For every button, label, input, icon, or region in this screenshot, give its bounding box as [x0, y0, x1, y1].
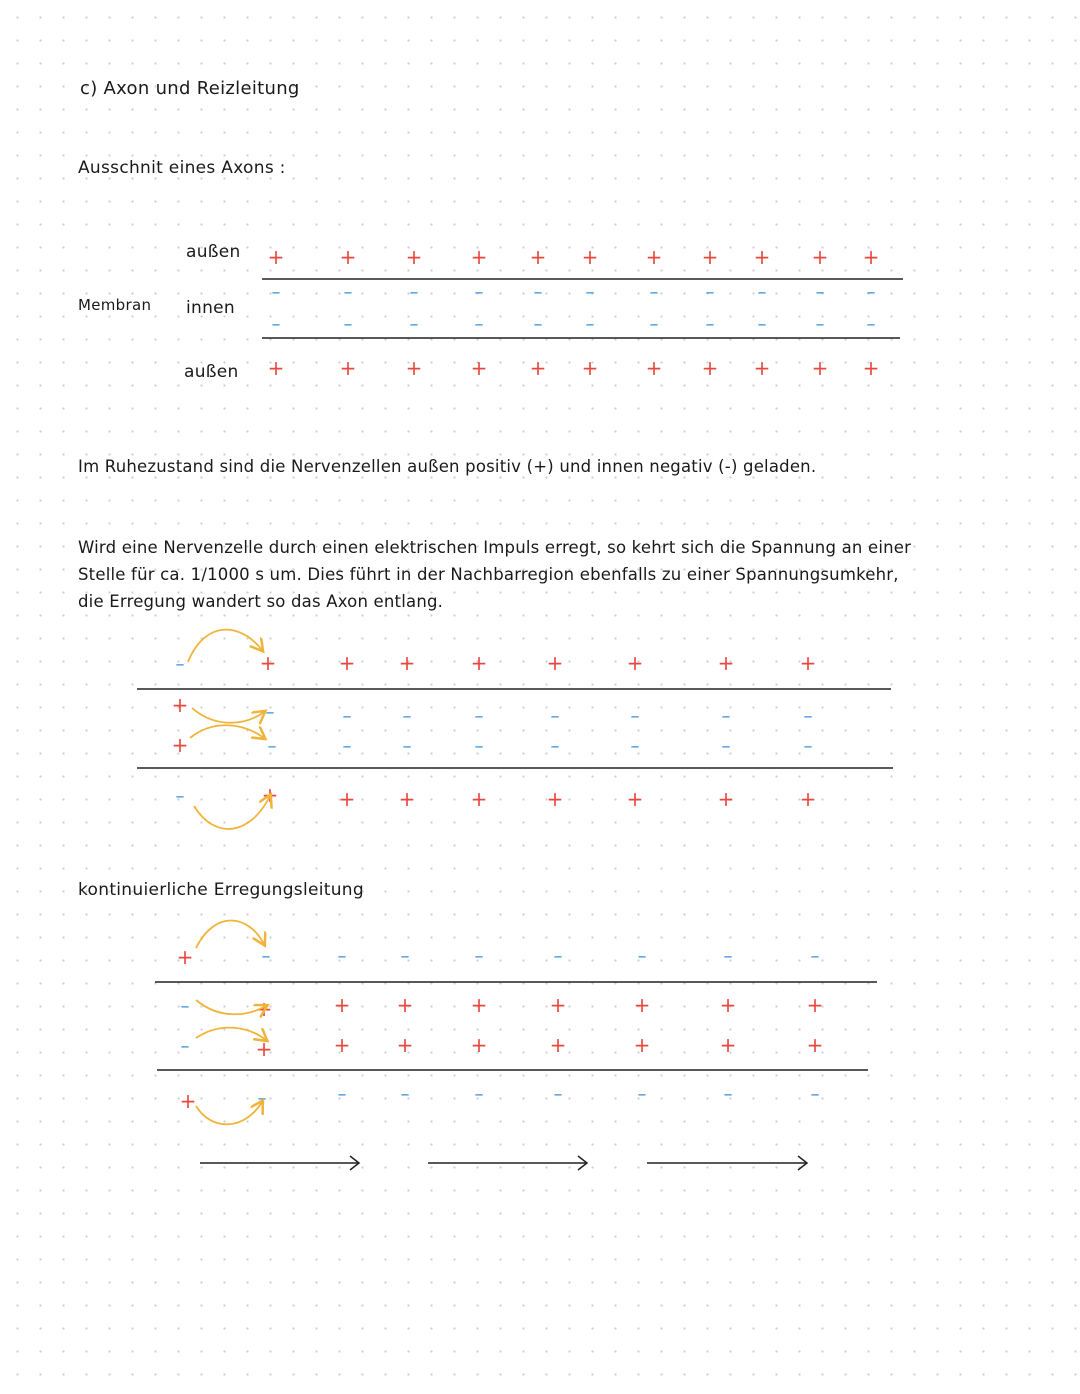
- plus-sign: +: [333, 993, 351, 1017]
- minus-sign: –: [553, 1084, 563, 1105]
- minus-sign: –: [721, 736, 731, 757]
- plus-sign: +: [546, 651, 564, 675]
- minus-sign: –: [866, 314, 876, 335]
- plus-sign: +: [717, 651, 735, 675]
- minus-sign: –: [585, 282, 595, 303]
- minus-sign: –: [400, 946, 410, 967]
- plus-sign: +: [806, 993, 824, 1017]
- minus-sign: –: [474, 946, 484, 967]
- plus-sign: +: [259, 651, 277, 675]
- plus-sign: +: [255, 997, 273, 1021]
- minus-sign: –: [400, 1084, 410, 1105]
- minus-sign: –: [550, 706, 560, 727]
- minus-sign: –: [180, 996, 190, 1017]
- label-inside: innen: [186, 298, 236, 318]
- minus-sign: –: [343, 282, 353, 303]
- direction-arrows: [200, 1156, 807, 1170]
- minus-sign: –: [342, 706, 352, 727]
- plus-sign: +: [799, 651, 817, 675]
- plus-sign: +: [339, 356, 357, 380]
- plus-sign: +: [338, 651, 356, 675]
- minus-sign: –: [721, 706, 731, 727]
- plus-sign: +: [862, 356, 880, 380]
- plus-sign: +: [267, 245, 285, 269]
- minus-sign: –: [637, 1084, 647, 1105]
- minus-sign: –: [402, 706, 412, 727]
- plus-sign: +: [529, 245, 547, 269]
- minus-sign: –: [175, 654, 185, 675]
- minus-sign: –: [533, 314, 543, 335]
- plus-sign: +: [753, 356, 771, 380]
- minus-sign: –: [271, 282, 281, 303]
- label-outside-top: außen: [186, 242, 241, 262]
- plus-sign: +: [626, 787, 644, 811]
- plus-sign: +: [470, 245, 488, 269]
- minus-sign: –: [474, 314, 484, 335]
- minus-sign: –: [257, 1088, 267, 1109]
- minus-sign: –: [723, 946, 733, 967]
- excitation-text-line-1: Wird eine Nervenzelle durch einen elektrischen Impuls erregt, so kehrt sich die Spannung an einer: [78, 538, 912, 557]
- minus-sign: –: [585, 314, 595, 335]
- minus-sign: –: [474, 736, 484, 757]
- minus-sign: –: [474, 706, 484, 727]
- minus-sign: –: [757, 314, 767, 335]
- plus-sign: +: [171, 733, 189, 757]
- plus-sign: +: [171, 693, 189, 717]
- plus-sign: +: [398, 787, 416, 811]
- minus-sign: –: [649, 282, 659, 303]
- minus-sign: –: [630, 706, 640, 727]
- minus-sign: –: [271, 314, 281, 335]
- plus-sign: +: [701, 356, 719, 380]
- plus-sign: +: [717, 787, 735, 811]
- minus-sign: –: [180, 1036, 190, 1057]
- minus-sign: –: [803, 736, 813, 757]
- excitation-text-line-3: die Erregung wandert so das Axon entlang.: [78, 592, 444, 611]
- minus-sign: –: [866, 282, 876, 303]
- plus-sign: +: [546, 787, 564, 811]
- minus-sign: –: [803, 706, 813, 727]
- minus-sign: –: [723, 1084, 733, 1105]
- minus-sign: –: [550, 736, 560, 757]
- resting-state-text: Im Ruhezustand sind die Nervenzellen außen positiv (+) und innen negativ (-) geladen.: [78, 457, 817, 476]
- minus-sign: –: [533, 282, 543, 303]
- plus-sign: +: [581, 245, 599, 269]
- plus-sign: +: [338, 787, 356, 811]
- minus-sign: –: [815, 282, 825, 303]
- plus-sign: +: [626, 651, 644, 675]
- plus-sign: +: [333, 1033, 351, 1057]
- plus-sign: +: [405, 356, 423, 380]
- current-arcs-2: [196, 921, 266, 1125]
- plus-sign: +: [176, 945, 194, 969]
- minus-sign: –: [337, 1084, 347, 1105]
- minus-sign: –: [402, 736, 412, 757]
- plus-sign: +: [470, 993, 488, 1017]
- minus-sign: –: [409, 282, 419, 303]
- plus-sign: +: [398, 651, 416, 675]
- plus-sign: +: [549, 1033, 567, 1057]
- label-membrane: Membran: [78, 296, 152, 314]
- minus-sign: –: [705, 314, 715, 335]
- plus-sign: +: [719, 1033, 737, 1057]
- plus-sign: +: [719, 993, 737, 1017]
- plus-sign: +: [581, 356, 599, 380]
- plus-sign: +: [396, 993, 414, 1017]
- plus-sign: +: [261, 783, 279, 807]
- plus-sign: +: [701, 245, 719, 269]
- minus-sign: –: [553, 946, 563, 967]
- minus-sign: –: [265, 702, 275, 723]
- plus-sign: +: [645, 245, 663, 269]
- section-heading: c) Axon und Reizleitung: [80, 78, 300, 99]
- minus-sign: –: [757, 282, 767, 303]
- plus-sign: +: [811, 356, 829, 380]
- minus-sign: –: [474, 1084, 484, 1105]
- excited-charges: [172, 651, 817, 811]
- plus-sign: +: [470, 356, 488, 380]
- axon-section-title: Ausschnit eines Axons :: [78, 158, 286, 178]
- minus-sign: –: [261, 946, 271, 967]
- plus-sign: +: [470, 1033, 488, 1057]
- minus-sign: –: [337, 946, 347, 967]
- plus-sign: +: [405, 245, 423, 269]
- minus-sign: –: [409, 314, 419, 335]
- resting-charges: [268, 245, 880, 380]
- minus-sign: –: [815, 314, 825, 335]
- plus-sign: +: [645, 356, 663, 380]
- plus-sign: +: [396, 1033, 414, 1057]
- minus-sign: –: [705, 282, 715, 303]
- minus-sign: –: [474, 282, 484, 303]
- minus-sign: –: [637, 946, 647, 967]
- plus-sign: +: [806, 1033, 824, 1057]
- plus-sign: +: [633, 1033, 651, 1057]
- minus-sign: –: [810, 1084, 820, 1105]
- plus-sign: +: [633, 993, 651, 1017]
- plus-sign: +: [470, 787, 488, 811]
- plus-sign: +: [339, 245, 357, 269]
- continuous-conduction-title: kontinuierliche Erregungsleitung: [78, 880, 364, 900]
- minus-sign: –: [343, 314, 353, 335]
- minus-sign: –: [810, 946, 820, 967]
- label-outside-bottom: außen: [184, 362, 239, 382]
- excitation-text-line-2: Stelle für ca. 1/1000 s um. Dies führt in der Nachbarregion ebenfalls zu einer Spannungsumkehr,: [78, 565, 899, 584]
- continuous-charges: [177, 945, 824, 1113]
- minus-sign: –: [649, 314, 659, 335]
- plus-sign: +: [267, 356, 285, 380]
- plus-sign: +: [862, 245, 880, 269]
- minus-sign: –: [342, 736, 352, 757]
- plus-sign: +: [549, 993, 567, 1017]
- plus-sign: +: [529, 356, 547, 380]
- plus-sign: +: [753, 245, 771, 269]
- minus-sign: –: [267, 736, 277, 757]
- plus-sign: +: [799, 787, 817, 811]
- plus-sign: +: [470, 651, 488, 675]
- plus-sign: +: [255, 1037, 273, 1061]
- plus-sign: +: [811, 245, 829, 269]
- plus-sign: +: [179, 1089, 197, 1113]
- minus-sign: –: [175, 786, 185, 807]
- current-arcs-1: [188, 630, 270, 829]
- minus-sign: –: [630, 736, 640, 757]
